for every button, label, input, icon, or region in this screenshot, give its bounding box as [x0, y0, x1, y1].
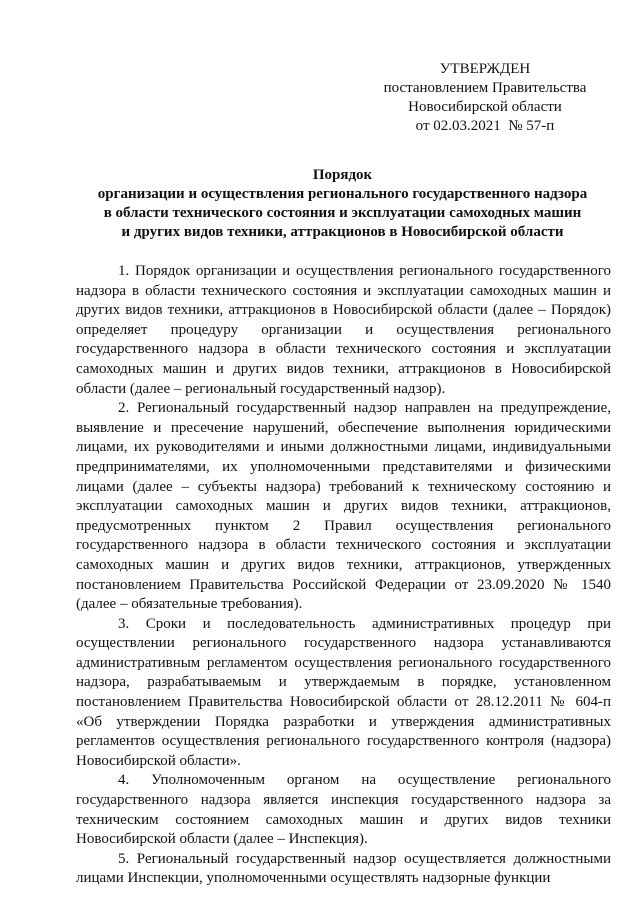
approval-stamp [360, 60, 610, 136]
title-line-2: в области технического состояния и эксплуатации самоходных машин [103, 205, 582, 221]
approval-authority: постановлением Правительства [383, 80, 587, 96]
approval-heading: УТВЕРЖДЕН [439, 61, 531, 77]
title-line-3: и других видов техники, аттракционов в Новосибирской области [121, 224, 564, 240]
paragraph-3: 3. Сроки и последовательность административных процедур при осуществлении регионального государственного надзора устанавливаются административным регламентом осуществления регионального государственного надзора, разрабатываемым и утверждаемым в порядке, установленном постановлением Правительства Новосибирской области от 28.12.2011 № 604-п «Об утверждении Порядка разработки и утверждения административных регламентов осуществления регионального государственного контроля (надзора) Новосибирской области». [76, 615, 611, 769]
approval-region: Новосибирской области [408, 99, 562, 115]
paragraph-2: 2. Региональный государственный надзор направлен на предупреждение, выявление и пресечение нарушений, обеспечение выполнения юридическими лицами, их руководителями и иными должностными лицами, индивидуальными предпринимателями, их уполномоченными представителями и физическими лицами (далее – субъекты надзора) требований к техническому состоянию и эксплуатации самоходных машин и других видов техники, аттракционов, предусмотренных пунктом 2 Правил осуществления регионального государственного надзора в области технического состояния и эксплуатации самоходных машин и других видов техники, аттракционов, утвержденных постановлением Правительства Российской Федерации от 23.09.2020 № 1540 (далее – обязательные требования). [76, 400, 611, 613]
document-body [76, 262, 611, 889]
title-line-1: организации и осуществления регионального государственного надзора [97, 186, 588, 202]
approval-date-number: от 02.03.2021 № 57-п [415, 118, 555, 134]
paragraph-4: 4. Уполномоченным органом на осуществление регионального государственного надзора является инспекция государственного надзора за техническим состоянием самоходных машин и других видов техники Новосибирской области (далее – Инспекция). [76, 772, 611, 848]
title-heading: Порядок [312, 167, 373, 183]
paragraph-1: 1. Порядок организации и осуществления регионального государственного надзора в области технического состояния и эксплуатации самоходных машин и других видов техники, аттракционов в Новосибирской области (далее – Порядок) определяет процедуру организации и осуществления регионального государственного надзора в области технического состояния и эксплуатации самоходных машин и других видов техники, аттракционов в Новосибирской области (далее – региональный государственный надзор). [76, 263, 611, 397]
paragraph-5: 5. Региональный государственный надзор осуществляется должностными лицами Инспекции, уполномоченными осуществлять надзорные функции [76, 850, 611, 887]
document-title [70, 166, 615, 242]
